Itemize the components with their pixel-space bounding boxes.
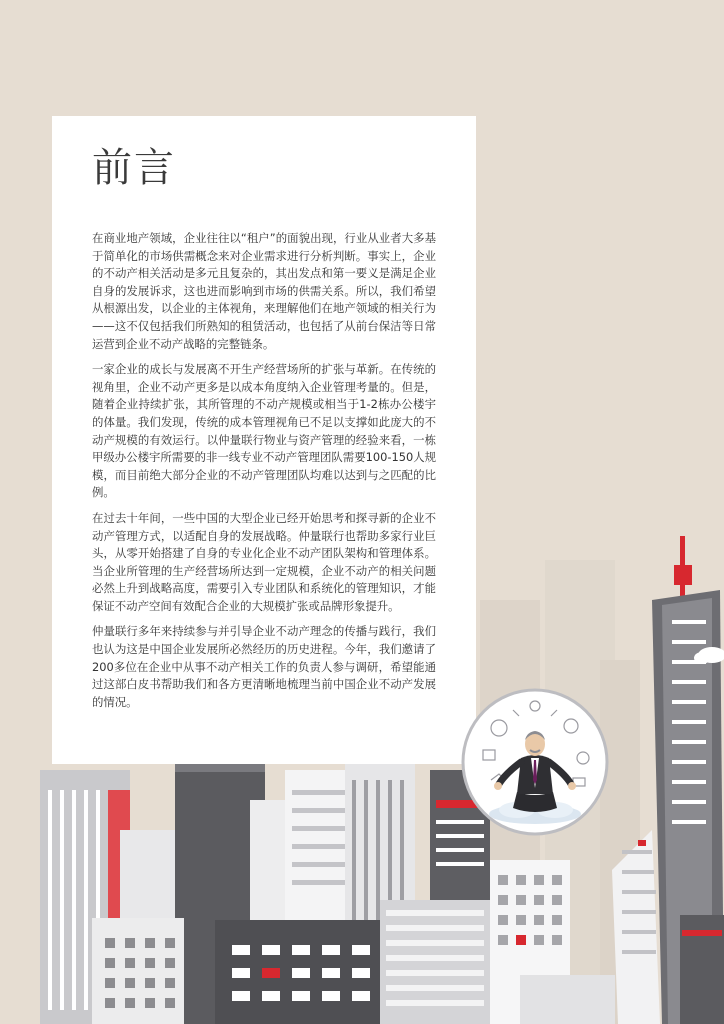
paragraph-1: 在商业地产领域，企业往往以“租户”的面貌出现，行业从业者大多基于简单化的市场供需概念来对企业需求进行分析判断。事实上，企业的不动产相关活动是多元且复杂的，其出发点和第一要义是满足企业自身的发展诉求，这也进而影响到市场的供需关系。所以，我们希望从根源出发，以企业的主体视角，来理解他们在地产领域的相关行为——这不仅包括我们所熟知的租赁活动，也包括了从前台保洁等日常运营到企业不动产战略的完整链条。 bbox=[92, 231, 436, 351]
meditating-businessman-icon bbox=[461, 688, 609, 836]
page-title: 前言 bbox=[92, 145, 176, 191]
paragraph-4: 仲量联行多年来持续参与并引导企业不动产理念的传播与践行，我们也认为这是中国企业发展所必然经历的历史进程。今年，我们邀请了200多位在企业中从事不动产相关工作的负责人参与调研，希望能通过这部白皮书帮助我们和各方更清晰地梳理当前中国企业不动产发展的情况。 bbox=[92, 624, 436, 709]
paragraph-2: 一家企业的成长与发展离不开生产经营场所的扩张与革新。在传统的视角里，企业不动产更多是以成本角度纳入企业管理考量的。但是，随着企业持续扩张，其所管理的不动产规模或相当于1-2栋办公楼宇的体量。我们发现，传统的成本管理视角已不足以支撑如此庞大的不动产规模的有效运行。以仲量联行物业与资产管理的经验来看，一栋甲级办公楼宇所需要的非一线专业不动产管理团队需要100-150人规模，而目前绝大部分企业的不动产管理团队均难以达到与之匹配的比例。 bbox=[92, 362, 436, 500]
foreword-card bbox=[52, 116, 476, 764]
paragraph-3: 在过去十年间，一些中国的大型企业已经开始思考和探寻新的企业不动产管理方式，以适配自身的发展战略。仲量联行也帮助多家行业巨头，从零开始搭建了自身的专业化企业不动产团队架构和管理体系。当企业所管理的生产经营场所达到一定规模，企业不动产的相关问题必然上升到战略高度，需要引入专业团队和系统化的管理知识，才能保证不动产空间有效配合企业的大规模扩张或品牌形象提升。 bbox=[92, 510, 436, 613]
